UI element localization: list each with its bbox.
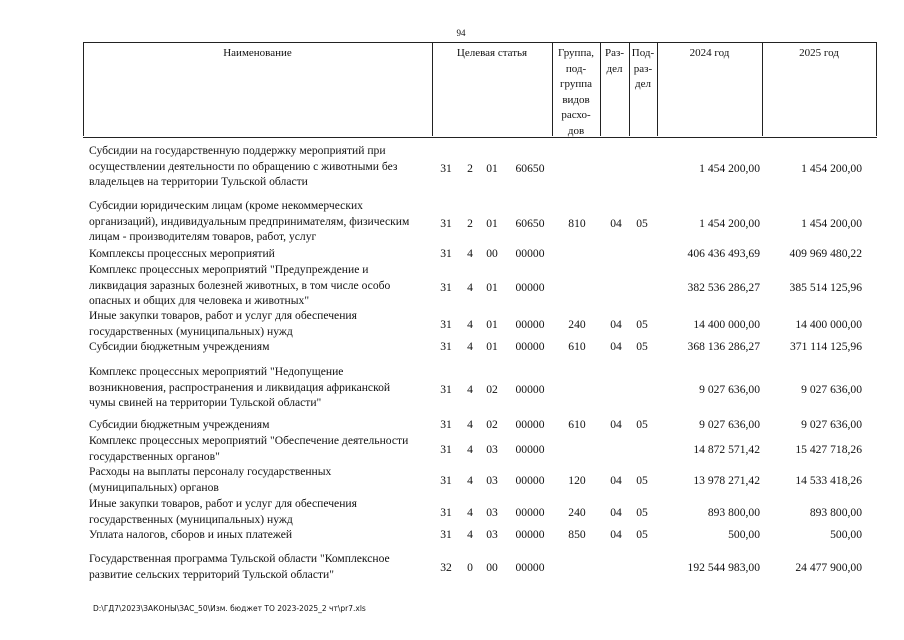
header-line: Под- xyxy=(631,47,655,59)
amount-2024: 1 454 200,00 xyxy=(699,216,760,230)
subsection-code: 05 xyxy=(636,473,648,487)
amount-2025: 14 533 418,26 xyxy=(795,473,862,487)
table-row xyxy=(0,143,904,190)
table-row xyxy=(0,308,904,339)
amount-2024: 9 027 636,00 xyxy=(699,418,760,431)
header-group xyxy=(552,46,600,139)
amount-2024: 382 536 286,27 xyxy=(687,280,760,294)
code-direction: 00000 xyxy=(515,280,545,294)
code-direction: 00000 xyxy=(515,418,545,431)
row-name xyxy=(89,198,421,245)
row-name xyxy=(89,417,421,433)
amount-2025: 371 114 125,96 xyxy=(789,340,862,353)
code-type: 4 xyxy=(467,340,473,353)
code-direction: 60650 xyxy=(515,161,545,175)
table-row xyxy=(0,551,904,582)
expense-group: 120 xyxy=(568,473,586,487)
row-name xyxy=(89,464,421,495)
row-name-line: Субсидии бюджетным учреждениям xyxy=(89,418,270,431)
amount-2024: 1 454 200,00 xyxy=(699,161,760,175)
table-row xyxy=(0,262,904,309)
row-name xyxy=(89,308,421,339)
row-name-line: развитие сельских территорий Тульской области" xyxy=(89,567,334,581)
amount-2025: 893 800,00 xyxy=(809,505,862,519)
code-type: 4 xyxy=(467,528,473,541)
header-line: группа xyxy=(559,78,593,90)
amount-2025: 1 454 200,00 xyxy=(801,161,862,175)
section-code: 04 xyxy=(610,418,622,431)
section-code: 04 xyxy=(610,505,622,519)
amount-2025: 14 400 000,00 xyxy=(795,317,862,331)
row-name-line: Субсидии юридическим лицам (кроме некоммерческих xyxy=(89,199,363,212)
header-line: Раз- xyxy=(604,47,624,59)
header-target-article: Целевая статья xyxy=(456,47,528,59)
code-type: 4 xyxy=(467,418,473,431)
amount-2024: 14 400 000,00 xyxy=(693,317,760,331)
header-line: раз- xyxy=(633,62,653,75)
code-subprogram: 01 xyxy=(486,161,498,175)
subsection-code: 05 xyxy=(636,340,648,353)
header-line: дел xyxy=(635,78,651,90)
row-name-line: возникновения, распространения и ликвидация африканской xyxy=(89,380,391,394)
code-type: 4 xyxy=(467,473,473,487)
code-program: 31 xyxy=(440,280,452,294)
section-code: 04 xyxy=(610,317,622,331)
code-type: 4 xyxy=(467,280,473,294)
row-name-line: Комплекс процессных мероприятий "Обеспечение деятельности xyxy=(89,434,409,447)
code-direction: 00000 xyxy=(515,247,545,260)
code-program: 31 xyxy=(440,442,452,456)
code-direction: 00000 xyxy=(515,382,545,396)
code-type: 4 xyxy=(467,382,473,396)
header-year-2024: 2024 год xyxy=(689,47,730,59)
code-type: 4 xyxy=(467,442,473,456)
expense-group: 850 xyxy=(568,528,586,541)
row-name xyxy=(89,433,421,464)
row-name xyxy=(89,527,421,543)
amount-2024: 893 800,00 xyxy=(707,505,760,519)
row-name xyxy=(89,262,421,309)
code-direction: 00000 xyxy=(515,340,545,353)
subsection-code: 05 xyxy=(636,216,648,230)
header-subsection xyxy=(629,46,657,93)
amount-2025: 9 027 636,00 xyxy=(801,418,862,431)
section-code: 04 xyxy=(610,216,622,230)
amount-2025: 15 427 718,26 xyxy=(795,442,862,456)
amount-2024: 406 436 493,69 xyxy=(687,247,760,260)
row-name-line: Иные закупки товаров, работ и услуг для обеспечения xyxy=(89,309,357,322)
row-name-line: Уплата налогов, сборов и иных платежей xyxy=(89,528,293,541)
code-type: 2 xyxy=(467,161,473,175)
code-subprogram: 03 xyxy=(486,528,498,541)
expense-group: 240 xyxy=(568,505,586,519)
code-program: 31 xyxy=(440,317,452,331)
code-subprogram: 03 xyxy=(486,473,498,487)
code-type: 0 xyxy=(467,560,473,574)
subsection-code: 05 xyxy=(636,505,648,519)
row-name xyxy=(89,246,421,262)
subsection-code: 05 xyxy=(636,317,648,331)
file-path-footer: D:\ГД7\2023\ЗАКОНЫ\ЗАС_50\Изм. бюджет ТО 2023-2025_2 чт\pr7.xls xyxy=(93,604,366,613)
header-line: расхо- xyxy=(561,109,591,121)
row-name-line: Комплекс процессных мероприятий "Предупреждение и xyxy=(89,263,369,276)
table-row xyxy=(0,417,904,433)
row-name-line: государственных органов" xyxy=(89,449,220,463)
code-program: 31 xyxy=(440,161,452,175)
header-name: Наименование xyxy=(223,47,292,59)
code-program: 31 xyxy=(440,340,452,353)
amount-2025: 1 454 200,00 xyxy=(801,216,862,230)
amount-2025: 500,00 xyxy=(830,528,862,541)
code-subprogram: 01 xyxy=(486,317,498,331)
code-type: 2 xyxy=(467,216,473,230)
row-name-line: государственных (муниципальных) нужд xyxy=(89,512,293,526)
table-row xyxy=(0,339,904,355)
row-name-line: чумы свиней на территории Тульской области" xyxy=(89,396,322,409)
row-name-line: опасных и общих для человека и животных" xyxy=(89,294,310,307)
table-row xyxy=(0,464,904,495)
amount-2025: 409 969 480,22 xyxy=(789,247,862,260)
section-code: 04 xyxy=(610,528,622,541)
subsection-code: 05 xyxy=(636,528,648,541)
row-name-line: владельцев на территории Тульской области xyxy=(89,175,308,188)
code-program: 31 xyxy=(440,418,452,431)
code-program: 31 xyxy=(440,528,452,541)
amount-2024: 192 544 983,00 xyxy=(687,560,760,574)
row-name-line: Государственная программа Тульской области "Комплексное xyxy=(89,552,390,565)
header-year-2025: 2025 год xyxy=(799,47,839,59)
code-subprogram: 00 xyxy=(486,560,498,574)
row-name xyxy=(89,496,421,527)
row-name-line: государственных (муниципальных) нужд xyxy=(89,324,293,338)
row-name xyxy=(89,364,421,411)
code-direction: 00000 xyxy=(515,528,545,541)
amount-2024: 500,00 xyxy=(728,528,760,541)
table-row xyxy=(0,198,904,245)
amount-2025: 385 514 125,96 xyxy=(789,280,862,294)
code-direction: 00000 xyxy=(515,442,545,456)
code-direction: 00000 xyxy=(515,560,545,574)
code-program: 31 xyxy=(440,216,452,230)
expense-group: 610 xyxy=(568,340,586,353)
amount-2025: 24 477 900,00 xyxy=(795,560,862,574)
header-line: дел xyxy=(606,62,623,75)
code-subprogram: 03 xyxy=(486,442,498,456)
row-name-line: лицам - производителям товаров, работ, услуг xyxy=(89,230,317,243)
row-name-line: Расходы на выплаты персоналу государственных xyxy=(89,465,332,478)
code-type: 4 xyxy=(467,247,473,260)
table-row xyxy=(0,246,904,262)
amount-2025: 9 027 636,00 xyxy=(801,382,862,396)
row-name-line: Иные закупки товаров, работ и услуг для обеспечения xyxy=(89,497,357,510)
section-code: 04 xyxy=(610,473,622,487)
row-name-line: Субсидии на государственную поддержку мероприятий при xyxy=(89,144,386,157)
row-name xyxy=(89,339,421,355)
row-name xyxy=(89,551,421,582)
row-name-line: осуществлении деятельности по обращению с животными без xyxy=(89,159,398,173)
subsection-code: 05 xyxy=(636,418,648,431)
row-name-line: организаций), индивидуальным предпринимателям, физическим xyxy=(89,214,410,228)
header-line: дов xyxy=(567,124,585,137)
row-name-line: Субсидии бюджетным учреждениям xyxy=(89,340,270,353)
code-program: 31 xyxy=(440,382,452,396)
page-number: 94 xyxy=(456,28,466,38)
code-subprogram: 01 xyxy=(486,216,498,230)
code-program: 31 xyxy=(440,473,452,487)
code-subprogram: 02 xyxy=(486,418,498,431)
code-direction: 60650 xyxy=(515,216,545,230)
header-section xyxy=(600,46,629,77)
code-subprogram: 01 xyxy=(486,280,498,294)
header-line: Группа, xyxy=(558,47,594,59)
code-program: 32 xyxy=(440,560,452,574)
table-row xyxy=(0,433,904,464)
table-row xyxy=(0,527,904,543)
section-code: 04 xyxy=(610,340,622,353)
amount-2024: 14 872 571,42 xyxy=(693,442,760,456)
code-direction: 00000 xyxy=(515,317,545,331)
code-type: 4 xyxy=(467,317,473,331)
code-subprogram: 03 xyxy=(486,505,498,519)
row-name-line: ликвидация заразных болезней животных, в том числе особо xyxy=(89,278,391,292)
amount-2024: 368 136 286,27 xyxy=(687,340,760,353)
row-name-line: (муниципальных) органов xyxy=(89,480,219,494)
header-line: видов xyxy=(562,93,590,106)
expense-group: 240 xyxy=(568,317,586,331)
table-row xyxy=(0,364,904,411)
row-name xyxy=(89,143,421,190)
code-direction: 00000 xyxy=(515,473,545,487)
table-row xyxy=(0,496,904,527)
code-program: 31 xyxy=(440,247,452,260)
row-name-line: Комплекс процессных мероприятий "Недопущение xyxy=(89,365,344,378)
code-direction: 00000 xyxy=(515,505,545,519)
header-divider xyxy=(876,42,877,136)
amount-2024: 13 978 271,42 xyxy=(693,473,760,487)
code-subprogram: 02 xyxy=(486,382,498,396)
expense-group: 810 xyxy=(568,216,586,230)
amount-2024: 9 027 636,00 xyxy=(699,382,760,396)
code-subprogram: 01 xyxy=(486,340,498,353)
code-subprogram: 00 xyxy=(486,247,498,260)
header-line: под- xyxy=(565,62,587,75)
code-type: 4 xyxy=(467,505,473,519)
row-name-line: Комплексы процессных мероприятий xyxy=(89,247,275,260)
expense-group: 610 xyxy=(568,418,586,431)
code-program: 31 xyxy=(440,505,452,519)
